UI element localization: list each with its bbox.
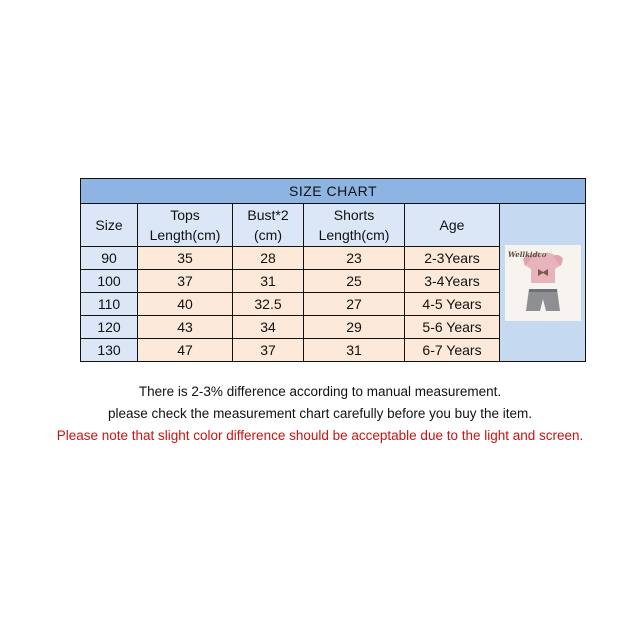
header-age: Age (405, 204, 500, 247)
note-difference: There is 2-3% difference according to manual measurement. (138, 384, 502, 399)
cell-age: 6-7 Years (405, 339, 500, 362)
photo-watermark: Wellkidco (507, 249, 546, 259)
header-bust (233, 204, 304, 247)
cell-tops: 43 (138, 316, 233, 339)
cell-bust: 34 (233, 316, 304, 339)
cell-age: 3-4Years (405, 270, 500, 293)
header-bust-line1: Bust*2 (247, 207, 289, 223)
note-check-chart: please check the measurement chart carefully before you buy the item. (108, 406, 532, 421)
cell-size: 130 (81, 339, 138, 362)
header-shorts-length (304, 204, 405, 247)
cell-bust: 31 (233, 270, 304, 293)
cell-shorts: 27 (304, 293, 405, 316)
header-bust-line2: (cm) (254, 227, 282, 243)
title-row (81, 179, 586, 204)
cell-tops: 40 (138, 293, 233, 316)
product-photo (505, 245, 581, 321)
cell-shorts: 29 (304, 316, 405, 339)
cell-age: 4-5 Years (405, 293, 500, 316)
header-row (81, 204, 586, 247)
cell-age: 2-3Years (405, 247, 500, 270)
header-tops-line1: Tops (170, 207, 200, 223)
note-color-warning: Please note that slight color difference should be acceptable due to the light and screen. (56, 428, 584, 443)
cell-shorts: 31 (304, 339, 405, 362)
product-photo-cell (500, 204, 586, 362)
header-shorts-line2: Length(cm) (318, 227, 390, 243)
cell-bust: 28 (233, 247, 304, 270)
measurement-notes (0, 381, 640, 447)
cell-size: 120 (81, 316, 138, 339)
header-tops-length (138, 204, 233, 247)
cell-size: 90 (81, 247, 138, 270)
cell-bust: 32.5 (233, 293, 304, 316)
size-chart-title: SIZE CHART (81, 179, 586, 204)
cell-age: 5-6 Years (405, 316, 500, 339)
cell-size: 110 (81, 293, 138, 316)
cell-tops: 47 (138, 339, 233, 362)
header-size: Size (81, 204, 138, 247)
cell-shorts: 25 (304, 270, 405, 293)
size-chart-table (80, 178, 586, 362)
cell-tops: 35 (138, 247, 233, 270)
header-tops-line2: Length(cm) (149, 227, 221, 243)
header-shorts-line1: Shorts (333, 207, 375, 223)
cell-tops: 37 (138, 270, 233, 293)
cell-shorts: 23 (304, 247, 405, 270)
cell-bust: 37 (233, 339, 304, 362)
cell-size: 100 (81, 270, 138, 293)
